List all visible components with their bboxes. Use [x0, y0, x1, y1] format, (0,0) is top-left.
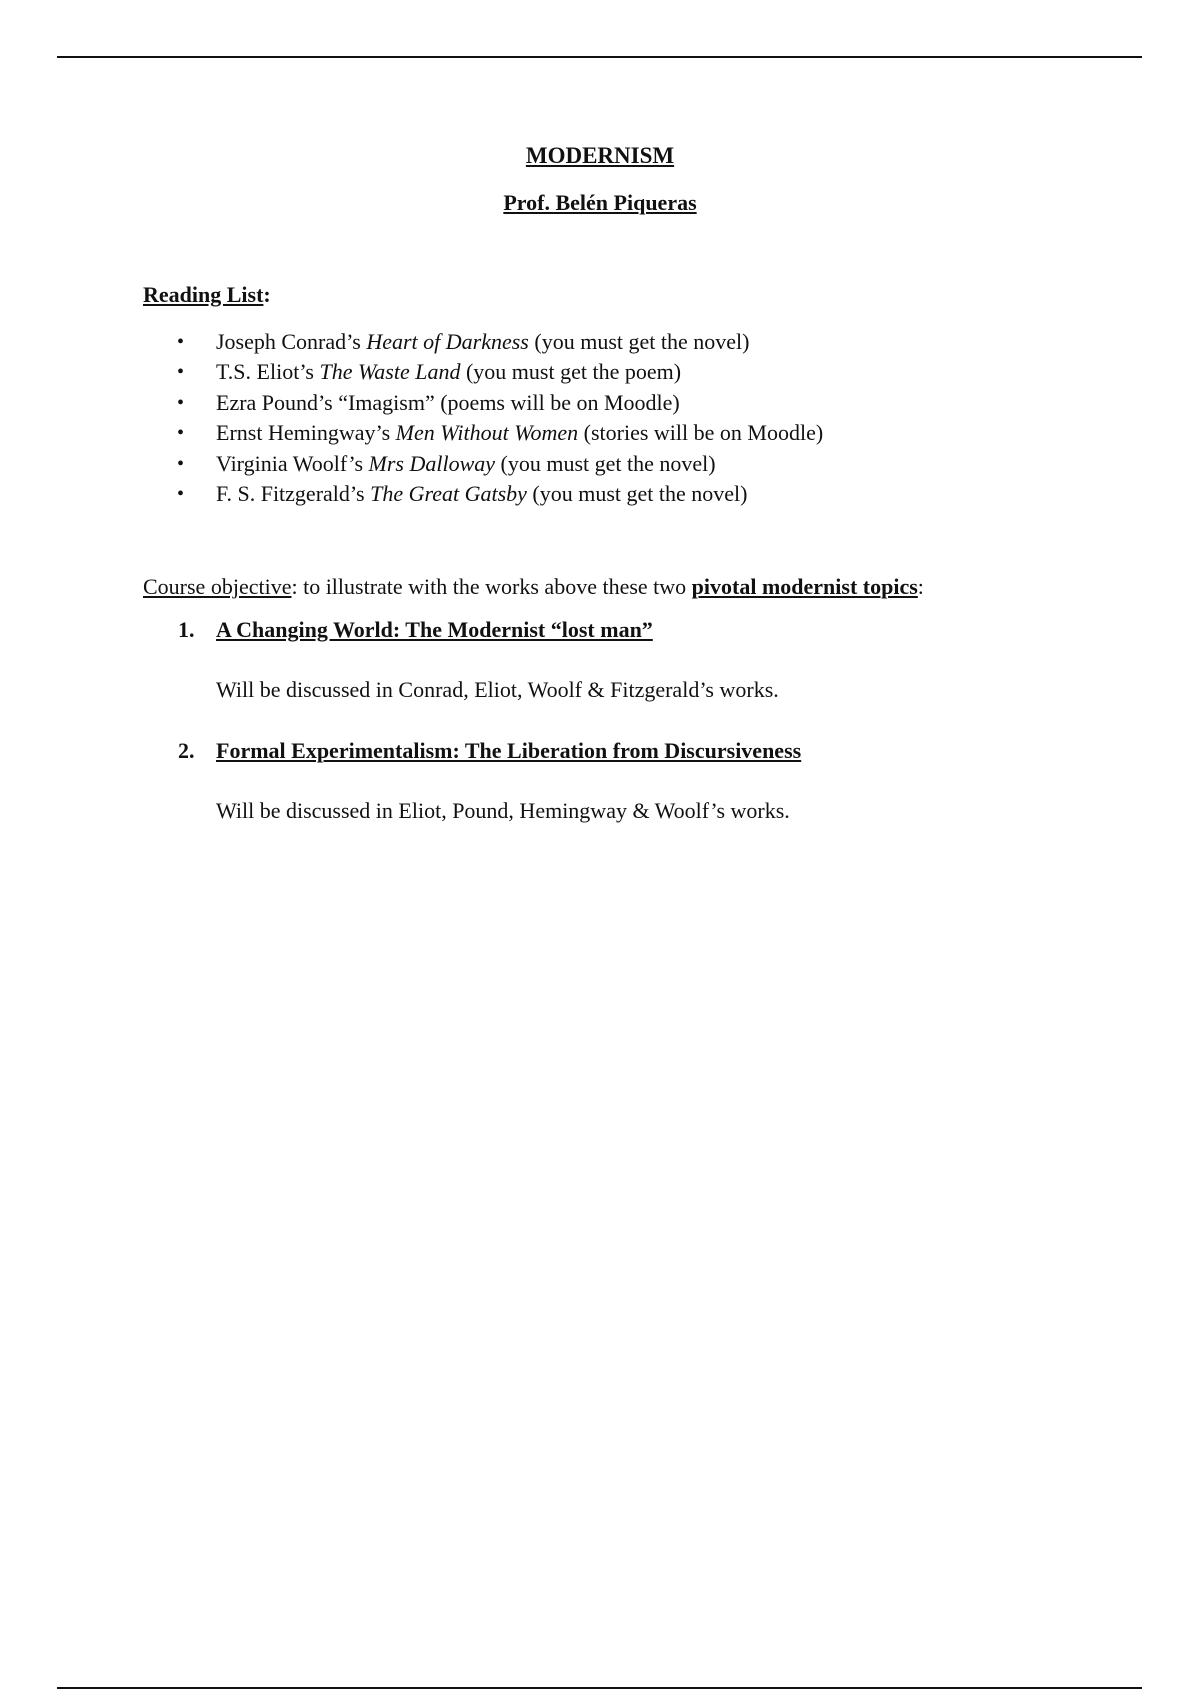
list-item: • Ezra Pound’s “Imagism” (poems will be on Moodle): [0, 388, 1200, 418]
bullet-icon: •: [177, 452, 185, 475]
topic-description: Will be discussed in Conrad, Eliot, Woolf & Fitzgerald’s works.: [216, 677, 779, 702]
list-item: • Virginia Woolf’s Mrs Dalloway (you must get the novel): [0, 449, 1200, 479]
bullet-icon: •: [177, 391, 185, 414]
course-objective: Course objective: to illustrate with the works above these two pivotal modernist topics:: [143, 574, 924, 599]
topic-number: 2.: [178, 738, 195, 763]
document-title: MODERNISM: [525, 143, 675, 168]
professor-name: Prof. Belén Piqueras: [503, 190, 697, 215]
reading-list-heading: Reading List:: [143, 282, 271, 307]
bullet-icon: •: [177, 331, 185, 353]
top-rule: [57, 56, 1142, 58]
list-item: • T.S. Eliot’s The Waste Land (you must get the poem): [0, 357, 1200, 387]
bullet-icon: •: [177, 482, 185, 505]
bullet-icon: •: [177, 361, 185, 384]
topic-title: A Changing World: The Modernist “lost man”: [216, 617, 653, 642]
reading-list: [0, 327, 1200, 509]
topic-title: Formal Experimentalism: The Liberation from Discursiveness: [216, 738, 802, 763]
bottom-rule: [57, 1687, 1142, 1689]
topic-description: Will be discussed in Eliot, Pound, Hemingway & Woolf’s works.: [216, 798, 790, 823]
bullet-icon: •: [177, 422, 185, 445]
objective-label: Course objective: [143, 574, 292, 599]
topic-number: 1.: [178, 617, 195, 642]
list-item: • Ernst Hemingway’s Men Without Women (stories will be on Moodle): [0, 418, 1200, 448]
objective-emphasis: pivotal modernist topics: [691, 574, 918, 599]
list-item: • F. S. Fitzgerald’s The Great Gatsby (you must get the novel): [0, 479, 1200, 509]
list-item: • Joseph Conrad’s Heart of Darkness (you must get the novel): [0, 327, 1200, 357]
